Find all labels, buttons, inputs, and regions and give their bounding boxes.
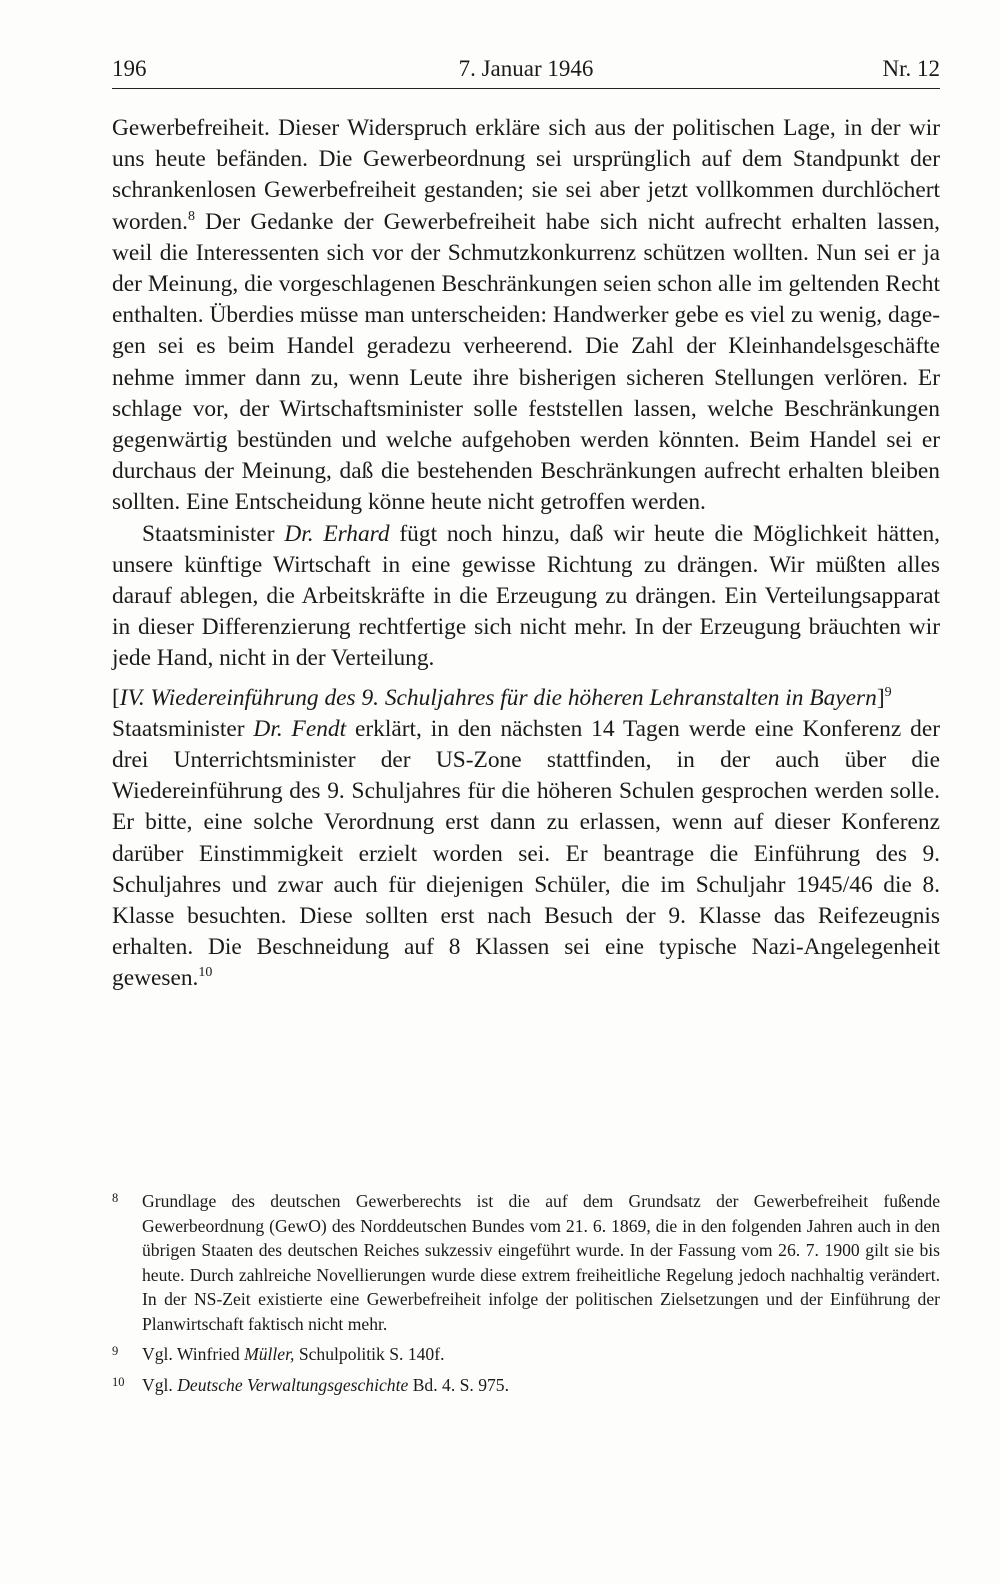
footnote-ref-9[interactable]: 9 — [884, 684, 892, 700]
header-date: 7. Januar 1946 — [458, 56, 594, 81]
heading-text: IV. Wiedereinführung des 9. Schuljahres für die höheren Lehranstalten in Bayern — [119, 684, 877, 711]
footnote-lead: Vgl. Winfried — [142, 1344, 245, 1364]
heading-bracket-close: ] — [876, 684, 885, 711]
paragraph-1 — [112, 113, 940, 519]
speaker-name-erhard: Dr. Erhard — [284, 520, 390, 547]
footnote-number: 8 — [112, 1191, 119, 1205]
footnote-10 — [112, 1373, 940, 1398]
footnote-number: 10 — [112, 1374, 125, 1389]
paragraph-2-lead: Staatsminister — [142, 520, 285, 547]
footnote-number: 9 — [112, 1344, 119, 1358]
footnote-lead: Vgl. — [142, 1374, 178, 1395]
page-number: 196 — [112, 56, 147, 81]
footnote-citation: Schulpolitik S. 140f. — [294, 1344, 445, 1364]
header-rule — [112, 88, 940, 89]
paragraph-1-text-b: Der Gedanke der Gewerbefreiheit habe sich nicht aufrecht erhalten lassen, weil die Interessenten sich vor der Schmutzkonkurrenz schützen wollten. Nun sei er ja der Meinung, die vorgeschlagenen Beschränkungen seien schon alle im geltenden Recht enthalten. Überdies müsse man unterscheiden: Handwerker gebe es viel zu wenig, dagegen sei es beim Handel geradezu verheerend. Die Zahl der Kleinhandelsgeschäfte nehme immer dann zu, wenn Leute ihre bisherigen sicheren Stellungen verlören. Er schlage vor, der Wirtschaftsminister solle feststellen lassen, welche Beschränkungen gegenwärtig bestünden und welche aufgehoben werden könnten. Beim Handel sei er durchaus der Meinung, daß die bestehenden Beschränkungen aufrecht erhalten bleiben sollten. Eine Entscheidung könne heute nicht getroffen werden. — [112, 208, 940, 516]
footnote-citation: Bd. 4. S. 975. — [408, 1374, 509, 1395]
footnote-text: Grundlage des deutschen Gewerberechts ist die auf dem Grundsatz der Gewerbefreiheit fußende Gewerbeordnung (GewO) des Norddeutschen Bundes vom 21. 6. 1869, die in den folgenden Jahren auch in den übrigen Staaten des deutschen Reiches sukzessiv eingeführt wurde. In der Fassung vom 26. 7. 1900 gilt sie bis heute. Durch zahlreiche Novellierungen wurde diese extrem freiheitliche Regelung jedoch nachhaltig verändert. In der NS-Zeit existierte eine Gewerbefreiheit infolge der politischen Zielsetzungen und der Einführung der Planwirtschaft faktisch nicht mehr. — [142, 1191, 940, 1334]
paragraph-3-lead: Staatsminister — [112, 715, 254, 742]
paragraph-1-text-a: Gewerbefreiheit. Dieser Widerspruch erkläre sich aus der politischen Lage, in der wir uns heute befänden. Die Gewerbeordnung sei ursprünglich auf dem Standpunkt der schrankenlosen Gewerbefreiheit gestanden; sie sei aber jetzt vollkommen durchlöchert worden. — [112, 115, 940, 235]
footnote-work-title: Deutsche Verwaltungsgeschichte — [177, 1374, 409, 1395]
footnote-author: Müller, — [244, 1344, 295, 1364]
heading-bracket-open: [ — [112, 684, 120, 711]
footnotes — [112, 1189, 940, 1403]
issue-number: Nr. 12 — [882, 56, 940, 81]
footnote-8 — [112, 1189, 940, 1336]
section-heading — [112, 683, 940, 714]
footnote-ref-8[interactable]: 8 — [188, 208, 195, 224]
paragraph-2 — [112, 519, 940, 675]
paragraph-3 — [112, 714, 940, 995]
footnote-ref-10[interactable]: 10 — [198, 965, 213, 981]
running-header — [112, 56, 940, 86]
paragraph-3-text: erklärt, in den nächsten 14 Tagen werde eine Konferenz der drei Unterrichtsminister der US-Zone stattfinden, in der auch über die Wiedereinführung des 9. Schuljahres für die höheren Schulen gesprochen werden solle. Er bitte, eine solche Verordnung erst dann zu erlassen, wenn auf dieser Konferenz darüber Einstimmigkeit erzielt worden sei. Er beantrage die Einführung des 9. Schuljahres und zwar auch für diejenigen Schüler, die im Schuljahr 1945/46 die 8. Klasse besuchten. Diese sollten erst nach Besuch der 9. Klasse das Reifezeugnis erhalten. Die Beschneidung auf 8 Klassen sei eine typische Nazi-Angelegenheit gewesen. — [112, 715, 940, 992]
main-text — [112, 113, 940, 995]
paragraph-2-text: fügt noch hinzu, daß wir heute die Möglichkeit hätten, unsere künftige Wirtschaft in eine gewisse Richtung zu drängen. Wir müßten alles darauf ablegen, die Arbeitskräfte in die Erzeugung zu drängen. Ein Verteilungsapparat in dieser Differenzierung rechtfertige sich nicht mehr. In der Erzeugung bräuchten wir jede Hand, nicht in der Verteilung. — [112, 520, 941, 672]
footnote-9 — [112, 1342, 940, 1367]
speaker-name-fendt: Dr. Fendt — [253, 715, 347, 742]
